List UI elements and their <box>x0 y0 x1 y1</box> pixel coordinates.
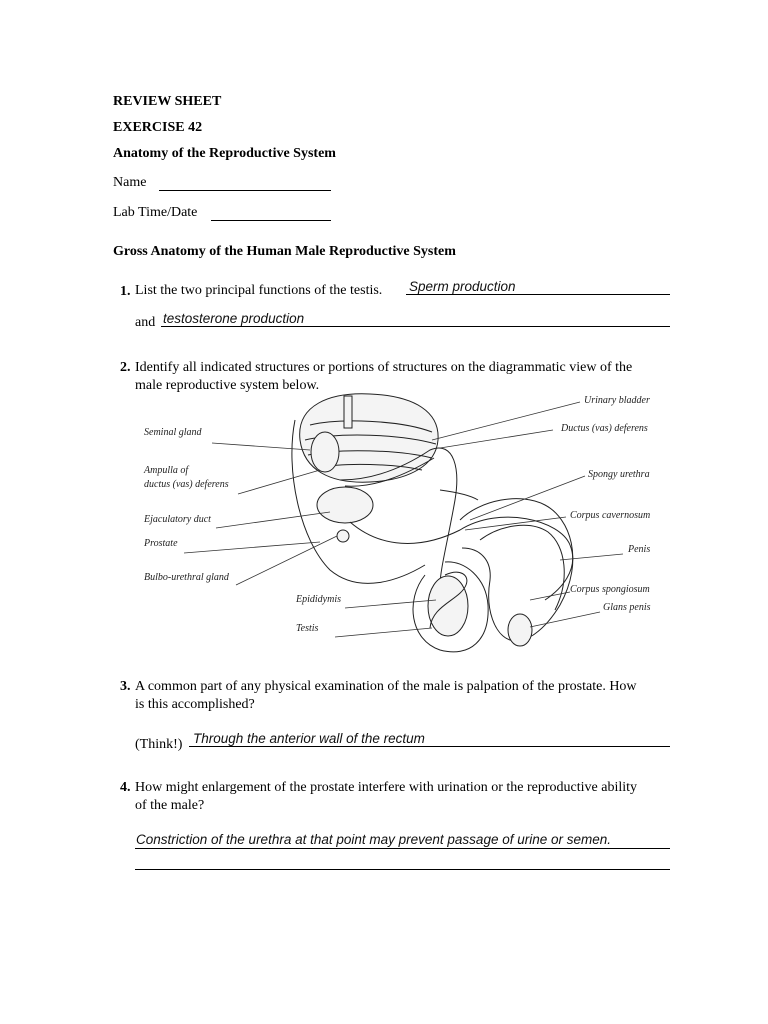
q4-text-line2: of the male? <box>135 798 205 813</box>
q4-answer-line-1[interactable] <box>135 848 670 849</box>
label-prostate: Prostate <box>144 538 178 549</box>
ureter-tube <box>344 396 352 428</box>
glans-shape <box>508 614 532 646</box>
label-epididymis: Epididymis <box>296 594 341 605</box>
label-ductus-deferens: Ductus (vas) deferens <box>561 423 648 434</box>
seminal-gland-shape <box>311 432 339 472</box>
q4-answer-line-2[interactable] <box>135 869 670 870</box>
q3-answer: Through the anterior wall of the rectum <box>193 731 425 746</box>
q3-text-line1: A common part of any physical examination of the male is palpation of the prostate. How <box>135 679 637 694</box>
sheet-subtitle: Anatomy of the Reproductive System <box>113 146 336 161</box>
q3-number: 3. <box>120 679 131 694</box>
sheet-title: REVIEW SHEET <box>113 94 222 109</box>
q2-text-line1: Identify all indicated structures or portions of structures on the diagrammatic view of the <box>135 360 633 375</box>
label-ampulla-line2: ductus (vas) deferens <box>144 479 229 490</box>
testis-shape <box>428 576 468 636</box>
label-glans-penis: Glans penis <box>603 602 651 613</box>
q1-text: List the two principal functions of the testis. <box>135 283 383 298</box>
q2-number: 2. <box>120 360 131 375</box>
q4-answer: Constriction of the urethra at that point may prevent passage of urine or semen. <box>136 832 612 847</box>
label-corpus-cavernosum: Corpus cavernosum <box>570 510 651 521</box>
q3-text-line2: is this accomplished? <box>135 697 255 712</box>
label-seminal-gland: Seminal gland <box>144 427 202 438</box>
exercise-number: EXERCISE 42 <box>113 120 203 135</box>
section-title: Gross Anatomy of the Human Male Reproductive System <box>113 244 456 259</box>
q1-answer-2: testosterone production <box>163 311 305 326</box>
q3-think-label: (Think!) <box>135 737 183 752</box>
label-ampulla-line1: Ampulla of <box>144 465 189 476</box>
lab-time-label: Lab Time/Date <box>113 205 198 220</box>
q4-text-line1: How might enlargement of the prostate interfere with urination or the reproductive ability <box>135 780 638 795</box>
label-corpus-spongiosum: Corpus spongiosum <box>570 584 650 595</box>
label-testis: Testis <box>296 623 319 634</box>
prostate-shape <box>317 487 373 523</box>
label-spongy-urethra: Spongy urethra <box>588 469 650 480</box>
q4-number: 4. <box>120 780 131 795</box>
name-label: Name <box>113 175 147 190</box>
q1-number: 1. <box>120 284 131 299</box>
q2-text-line2: male reproductive system below. <box>135 378 320 393</box>
q3-answer-line[interactable] <box>189 746 670 747</box>
bulbo-urethral-shape <box>337 530 349 542</box>
label-penis: Penis <box>628 544 651 555</box>
label-bulbo-urethral-gland: Bulbo-urethral gland <box>144 572 229 583</box>
label-urinary-bladder: Urinary bladder <box>584 395 650 406</box>
q1-and-label: and <box>135 315 156 330</box>
q1-answer-1: Sperm production <box>409 279 516 294</box>
label-ejaculatory-duct: Ejaculatory duct <box>144 514 211 525</box>
